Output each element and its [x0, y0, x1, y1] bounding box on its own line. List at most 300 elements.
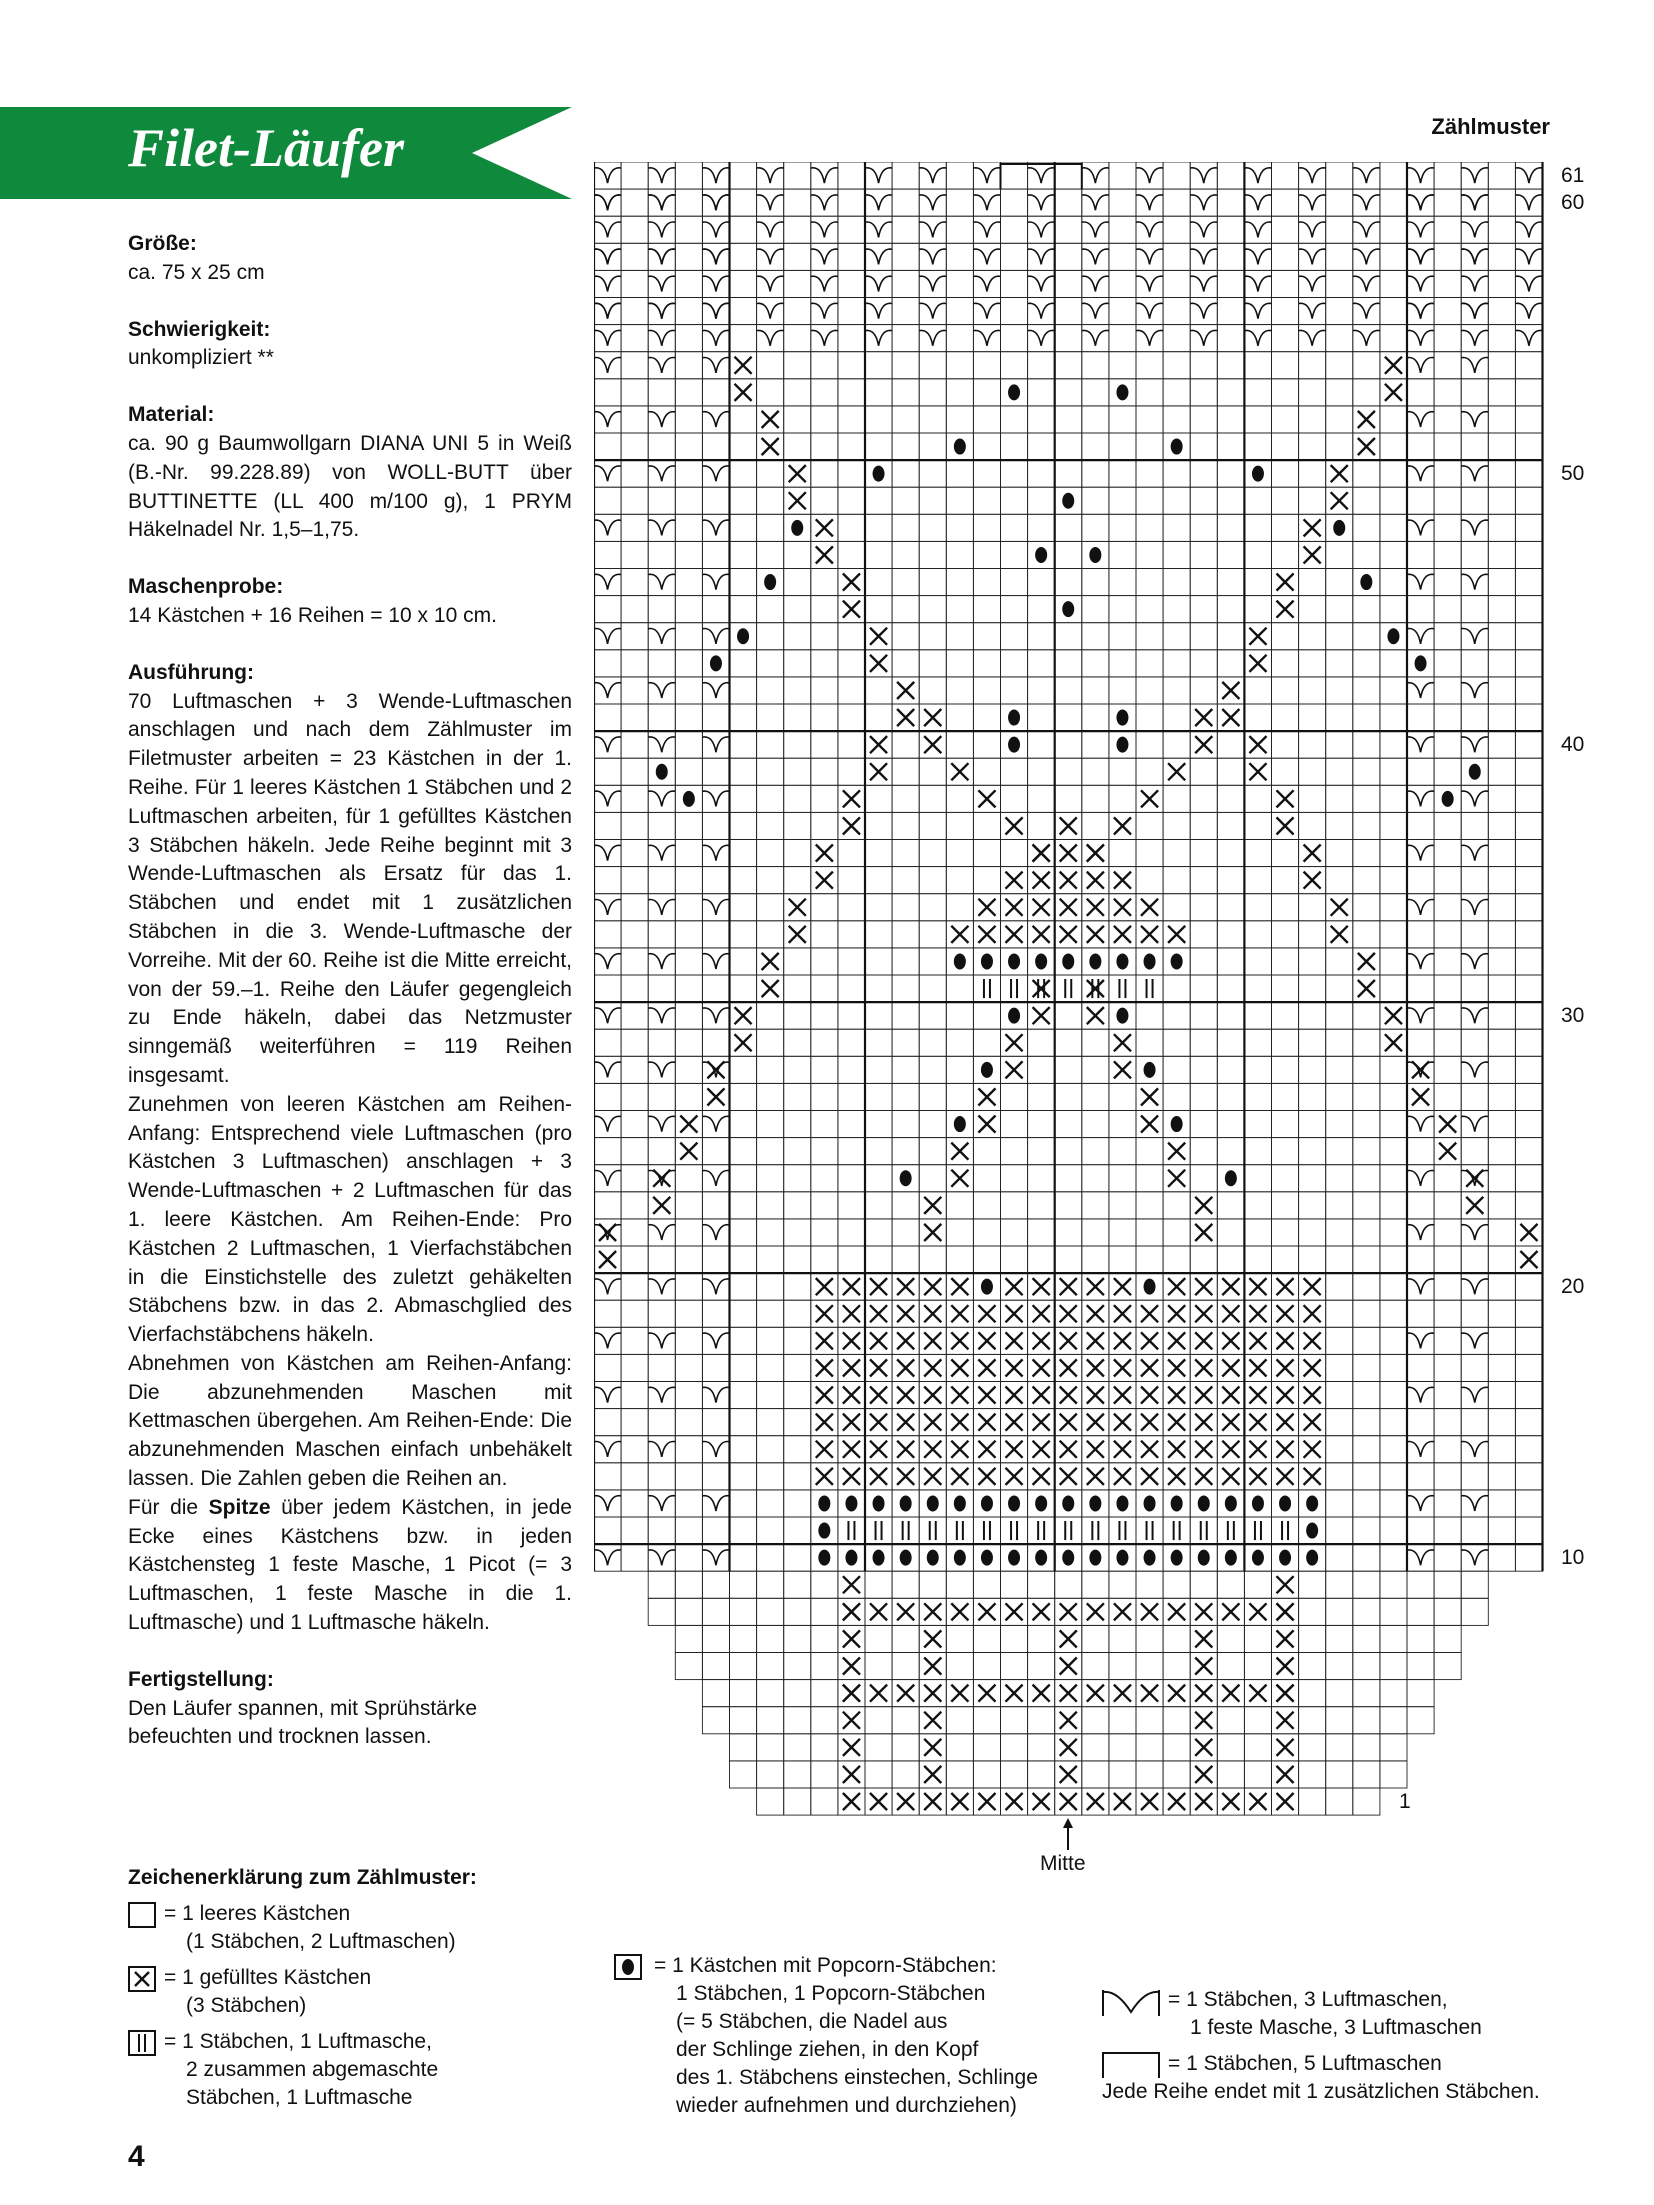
chart-cell — [1136, 867, 1163, 894]
chart-cell — [621, 677, 648, 704]
row-label-30: 30 — [1561, 1004, 1585, 1027]
chart-cell — [1082, 487, 1109, 514]
lace-loop-mark — [702, 1170, 729, 1185]
chart-cell — [648, 1436, 675, 1463]
chart-cell — [973, 487, 1000, 514]
chart-cell — [811, 1246, 838, 1273]
chart-cell — [1515, 1273, 1542, 1300]
chart-cell — [1380, 812, 1407, 839]
chart-cell — [1163, 569, 1190, 596]
chart-cell — [1272, 758, 1299, 785]
chart-cell — [1055, 514, 1082, 541]
chart-cell — [1299, 270, 1326, 297]
chart-cell — [1001, 1138, 1028, 1165]
chart-cell — [811, 325, 838, 352]
chart-cell — [1326, 1680, 1353, 1707]
chart-cell — [1434, 1273, 1461, 1300]
lace-loop-mark — [1407, 330, 1434, 345]
chart-cell — [1353, 1788, 1380, 1815]
chart-cell — [1001, 1083, 1028, 1110]
chart-cell — [1055, 1246, 1082, 1273]
chart-cell — [648, 921, 675, 948]
chart-cell — [946, 867, 973, 894]
chart-cell — [1136, 541, 1163, 568]
popcorn-cell-mark — [1116, 710, 1128, 726]
lace-loop-mark — [702, 574, 729, 589]
chart-cell — [784, 1707, 811, 1734]
chart-cell — [1001, 1111, 1028, 1138]
chart-cell — [1353, 1680, 1380, 1707]
lace-loop-mark — [1082, 249, 1109, 264]
popcorn-cell-mark — [1035, 547, 1047, 563]
chart-cell — [1299, 189, 1326, 216]
lace-loop-mark — [1461, 845, 1488, 860]
chart-cell — [973, 596, 1000, 623]
chart-cell — [1082, 1571, 1109, 1598]
chart-cell — [730, 867, 757, 894]
chart-cell — [838, 216, 865, 243]
chart-cell — [1028, 460, 1055, 487]
popcorn-cell-mark — [954, 1495, 966, 1511]
chart-cell — [1217, 840, 1244, 867]
chart-cell — [973, 1246, 1000, 1273]
chart-cell — [1136, 216, 1163, 243]
chart-cell — [1515, 758, 1542, 785]
chart-cell — [594, 650, 621, 677]
chart-cell — [892, 650, 919, 677]
chart-cell — [1488, 867, 1515, 894]
chart-cell — [1407, 1192, 1434, 1219]
chart-cell — [784, 623, 811, 650]
chart-cell — [1434, 1002, 1461, 1029]
chart-cell — [1055, 704, 1082, 731]
chart-cell — [1380, 731, 1407, 758]
lace-loop-mark — [702, 1333, 729, 1348]
chart-cell — [730, 1707, 757, 1734]
popcorn-cell-mark — [954, 439, 966, 455]
chart-cell — [1055, 1138, 1082, 1165]
chart-cell — [648, 460, 675, 487]
popcorn-cell-mark — [1008, 953, 1020, 969]
chart-cell — [594, 677, 621, 704]
chart-cell — [1217, 975, 1244, 1002]
chart-cell — [621, 270, 648, 297]
chart-cell — [1244, 216, 1271, 243]
chart-cell — [702, 243, 729, 270]
lace-loop-mark — [1515, 330, 1542, 345]
chart-cell — [1136, 1517, 1163, 1544]
lace-loop-mark — [1407, 1116, 1434, 1131]
chart-cell — [946, 352, 973, 379]
chart-cell — [648, 975, 675, 1002]
chart-cell — [946, 596, 973, 623]
chart-cell — [1190, 677, 1217, 704]
chart-cell — [757, 379, 784, 406]
legend-popcorn-line4: der Schlinge ziehen, in den Kopf — [676, 2038, 979, 2061]
chart-cell — [1434, 677, 1461, 704]
popcorn-cell-mark — [710, 655, 722, 671]
chart-cell — [594, 867, 621, 894]
lace-loop-mark — [1407, 791, 1434, 806]
chart-cell — [784, 1436, 811, 1463]
chart-cell — [892, 785, 919, 812]
chart-cell — [1136, 1219, 1163, 1246]
chart-cell — [757, 1788, 784, 1815]
lace-loop-mark — [865, 222, 892, 237]
chart-cell — [1461, 975, 1488, 1002]
legend-filled-line1: = 1 gefülltes Kästchen — [164, 1966, 372, 1989]
chart-cell — [1326, 812, 1353, 839]
chart-cell — [648, 406, 675, 433]
chart-cell — [730, 1463, 757, 1490]
chart-cell — [1109, 785, 1136, 812]
chart-cell — [838, 189, 865, 216]
lace-loop-mark — [811, 330, 838, 345]
chart-cell — [946, 541, 973, 568]
chart-cell — [1353, 379, 1380, 406]
chart-cell — [1082, 325, 1109, 352]
chart-cell — [1380, 1761, 1407, 1788]
chart-cell — [757, 162, 784, 189]
lace-loop-mark — [648, 954, 675, 969]
chart-cell — [1488, 1327, 1515, 1354]
legend-popcorn-line2: 1 Stäbchen, 1 Popcorn-Stäbchen — [676, 1982, 986, 2005]
chart-cell — [892, 569, 919, 596]
chart-cell — [1190, 1517, 1217, 1544]
chart-cell — [730, 1409, 757, 1436]
chart-cell — [757, 1707, 784, 1734]
popcorn-cell-mark — [1144, 1550, 1156, 1566]
lace-loop-mark — [702, 1550, 729, 1565]
chart-cell — [838, 1192, 865, 1219]
chart-cell — [621, 704, 648, 731]
lace-loop-mark — [648, 628, 675, 643]
chart-cell — [973, 1029, 1000, 1056]
lace-loop-mark — [811, 276, 838, 291]
popcorn-cell-mark — [1089, 1495, 1101, 1511]
chart-cell — [1217, 623, 1244, 650]
chart-cell — [838, 704, 865, 731]
chart-cell — [1082, 216, 1109, 243]
chart-cell — [1407, 460, 1434, 487]
chart-cell — [730, 1327, 757, 1354]
chart-cell — [1244, 1625, 1271, 1652]
chart-cell — [1136, 812, 1163, 839]
lace-loop-mark — [865, 303, 892, 318]
chart-cell — [1109, 352, 1136, 379]
chart-cell — [865, 704, 892, 731]
chart-cell — [648, 812, 675, 839]
chart-cell — [865, 298, 892, 325]
chart-cell — [648, 785, 675, 812]
lace-loop-mark — [1461, 628, 1488, 643]
chart-cell — [1109, 623, 1136, 650]
chart-cell — [1055, 1165, 1082, 1192]
popcorn-cell-mark — [1008, 384, 1020, 400]
chart-cell — [1163, 677, 1190, 704]
chart-cell — [1217, 1056, 1244, 1083]
chart-cell — [1407, 569, 1434, 596]
chart-cell — [1434, 514, 1461, 541]
chart-cell — [1272, 189, 1299, 216]
chart-cell — [1190, 487, 1217, 514]
lace-loop-mark — [757, 222, 784, 237]
chart-cell — [838, 1056, 865, 1083]
chart-cell — [838, 460, 865, 487]
chart-cell — [1244, 352, 1271, 379]
chart-cell — [1488, 731, 1515, 758]
chart-cell — [1055, 731, 1082, 758]
lace-loop-mark — [594, 520, 621, 535]
chart-cell — [1055, 406, 1082, 433]
chart-cell — [621, 514, 648, 541]
lace-loop-mark — [648, 1441, 675, 1456]
chart-cell — [1217, 189, 1244, 216]
chart-cell — [1353, 460, 1380, 487]
chart-cell — [730, 894, 757, 921]
finishing-heading: Fertigstellung: — [128, 1667, 274, 1691]
chart-cell — [1407, 1517, 1434, 1544]
chart-cell — [1380, 894, 1407, 921]
chart-cell — [621, 758, 648, 785]
lace-loop-mark — [919, 168, 946, 183]
chart-cell — [1515, 1138, 1542, 1165]
chart-cell — [1299, 596, 1326, 623]
chart-cell — [1407, 1111, 1434, 1138]
chart-cell — [702, 623, 729, 650]
popcorn-cell-mark — [1252, 466, 1264, 482]
chart-cell — [1380, 704, 1407, 731]
chart-cell — [919, 379, 946, 406]
chart-cell — [784, 1138, 811, 1165]
chart-cell — [621, 189, 648, 216]
chart-cell — [648, 1598, 675, 1625]
lace-loop-mark — [919, 222, 946, 237]
popcorn-cell-mark — [818, 1550, 830, 1566]
chart-cell — [1109, 975, 1136, 1002]
chart-cell — [811, 1571, 838, 1598]
chart-cell — [973, 162, 1000, 189]
chart-cell — [1190, 325, 1217, 352]
chart-cell — [1272, 352, 1299, 379]
chart-cell — [892, 1653, 919, 1680]
chart-cell — [811, 975, 838, 1002]
chart-cell — [1299, 1219, 1326, 1246]
chart-cell — [1326, 1517, 1353, 1544]
lace-loop-mark — [1461, 1441, 1488, 1456]
chart-cell — [675, 650, 702, 677]
chart-cell — [784, 677, 811, 704]
popcorn-cell-mark — [900, 1170, 912, 1186]
chart-cell — [594, 840, 621, 867]
chart-cell — [1001, 623, 1028, 650]
chart-cell — [1380, 1354, 1407, 1381]
chart-cell — [1353, 867, 1380, 894]
chart-cell — [1326, 704, 1353, 731]
chart-cell — [1326, 840, 1353, 867]
chart-cell — [621, 460, 648, 487]
chart-cell — [1272, 1138, 1299, 1165]
chart-cell — [757, 1734, 784, 1761]
chart-cell — [1488, 1354, 1515, 1381]
chart-cell — [838, 1029, 865, 1056]
lace-loop-mark — [648, 168, 675, 183]
chart-cell — [730, 298, 757, 325]
chart-cell — [1190, 1138, 1217, 1165]
chart-cell — [1217, 298, 1244, 325]
chart-cell — [838, 1219, 865, 1246]
chart-cell — [1190, 1002, 1217, 1029]
chart-cell — [1082, 1111, 1109, 1138]
popcorn-cell-mark — [1225, 1170, 1237, 1186]
chart-cell — [757, 840, 784, 867]
chart-cell — [1244, 840, 1271, 867]
chart-cell — [1407, 677, 1434, 704]
chart-cell — [675, 948, 702, 975]
chart-cell — [1434, 1219, 1461, 1246]
chart-cell — [1190, 433, 1217, 460]
chart-cell — [1001, 1571, 1028, 1598]
chart-cell — [1082, 623, 1109, 650]
chart-cell — [702, 1409, 729, 1436]
popcorn-cell-mark — [1442, 791, 1454, 807]
chart-cell — [594, 894, 621, 921]
chart-cell — [702, 270, 729, 297]
chart-cell — [1217, 596, 1244, 623]
chart-cell — [1299, 1192, 1326, 1219]
lace-loop-mark — [594, 1116, 621, 1131]
chart-cell — [1082, 704, 1109, 731]
chart-cell — [702, 406, 729, 433]
chart-cell — [1326, 162, 1353, 189]
chart-cell — [1407, 1571, 1434, 1598]
chart-cell — [1055, 758, 1082, 785]
chart-cell — [1407, 948, 1434, 975]
popcorn-cell-mark — [1089, 953, 1101, 969]
chart-cell — [1515, 867, 1542, 894]
chart-cell — [1272, 1517, 1299, 1544]
chart-cell — [892, 243, 919, 270]
chart-cell — [594, 1490, 621, 1517]
chart-cell — [1299, 216, 1326, 243]
chart-cell — [648, 352, 675, 379]
chart-cell — [1461, 596, 1488, 623]
chart-cell — [892, 1625, 919, 1652]
lace-loop-mark — [702, 954, 729, 969]
chart-cell — [675, 352, 702, 379]
chart-cell — [1136, 460, 1163, 487]
lace-loop-mark — [973, 249, 1000, 264]
chart-cell — [1461, 1544, 1488, 1571]
chart-cell — [1488, 541, 1515, 568]
material-section — [128, 401, 572, 545]
chart-cell — [946, 1002, 973, 1029]
chart-cell — [594, 1138, 621, 1165]
chart-cell — [1244, 704, 1271, 731]
chart-cell — [1217, 867, 1244, 894]
popcorn-cell-mark — [1252, 1495, 1264, 1511]
chart-cell — [1488, 569, 1515, 596]
chart-cell — [1244, 921, 1271, 948]
chart-cell — [784, 704, 811, 731]
chart-cell — [1488, 162, 1515, 189]
chart-cell — [648, 514, 675, 541]
chart-cell — [1461, 1002, 1488, 1029]
chart-cell — [919, 298, 946, 325]
chart-cell — [594, 623, 621, 650]
chart-cell — [757, 1002, 784, 1029]
popcorn-cell-mark — [981, 1279, 993, 1295]
chart-cell — [1353, 1002, 1380, 1029]
chart-cell — [1055, 1192, 1082, 1219]
chart-cell — [946, 894, 973, 921]
chart-cell — [811, 1219, 838, 1246]
chart-cell — [865, 162, 892, 189]
chart-cell — [838, 1517, 865, 1544]
chart-cell — [865, 785, 892, 812]
chart-cell — [1272, 406, 1299, 433]
chart-cell — [1299, 433, 1326, 460]
chart-cell — [757, 487, 784, 514]
chart-cell — [1163, 189, 1190, 216]
chart-cell — [621, 1138, 648, 1165]
chart-cell — [1515, 894, 1542, 921]
chart-cell — [1001, 1734, 1028, 1761]
chart-cell — [784, 1300, 811, 1327]
popcorn-cell-mark — [1171, 953, 1183, 969]
legend-cluster-line3: Stäbchen, 1 Luftmasche — [186, 2086, 413, 2109]
popcorn-cell-mark — [873, 1550, 885, 1566]
lace-loop-mark — [702, 168, 729, 183]
chart-cell — [1272, 243, 1299, 270]
row-label-50: 50 — [1561, 462, 1585, 485]
chart-cell — [1001, 1653, 1028, 1680]
lace-loop-mark — [1515, 276, 1542, 291]
chart-cell — [1434, 867, 1461, 894]
chart-cell — [1028, 406, 1055, 433]
popcorn-cell-mark — [1062, 493, 1074, 509]
chart-cell — [702, 216, 729, 243]
chart-cell — [621, 1246, 648, 1273]
chart-cell — [1380, 325, 1407, 352]
chart-cell — [1217, 216, 1244, 243]
chart-cell — [1407, 162, 1434, 189]
chart-cell — [621, 1382, 648, 1409]
chart-cell — [757, 1544, 784, 1571]
legend-filled-line2: (3 Stäbchen) — [186, 1994, 307, 2017]
chart-cell — [1434, 541, 1461, 568]
chart-cell — [1028, 243, 1055, 270]
chart-cell — [892, 1219, 919, 1246]
chart-cell — [973, 1002, 1000, 1029]
chart-cell — [784, 1734, 811, 1761]
chart-cell — [784, 1544, 811, 1571]
lace-loop-mark — [1136, 168, 1163, 183]
popcorn-cell-mark — [900, 1550, 912, 1566]
chart-cell — [1163, 541, 1190, 568]
chart-cell — [702, 948, 729, 975]
chart-cell — [1244, 1083, 1271, 1110]
chart-cell — [702, 352, 729, 379]
lace-loop-mark — [1407, 303, 1434, 318]
chart-cell — [1488, 1544, 1515, 1571]
chart-cell — [1299, 1571, 1326, 1598]
chart-cell — [919, 243, 946, 270]
chart-cell — [594, 379, 621, 406]
chart-cell — [1001, 352, 1028, 379]
instructions-paragraph-4 — [128, 1494, 572, 1638]
lace-loop-mark — [1515, 303, 1542, 318]
